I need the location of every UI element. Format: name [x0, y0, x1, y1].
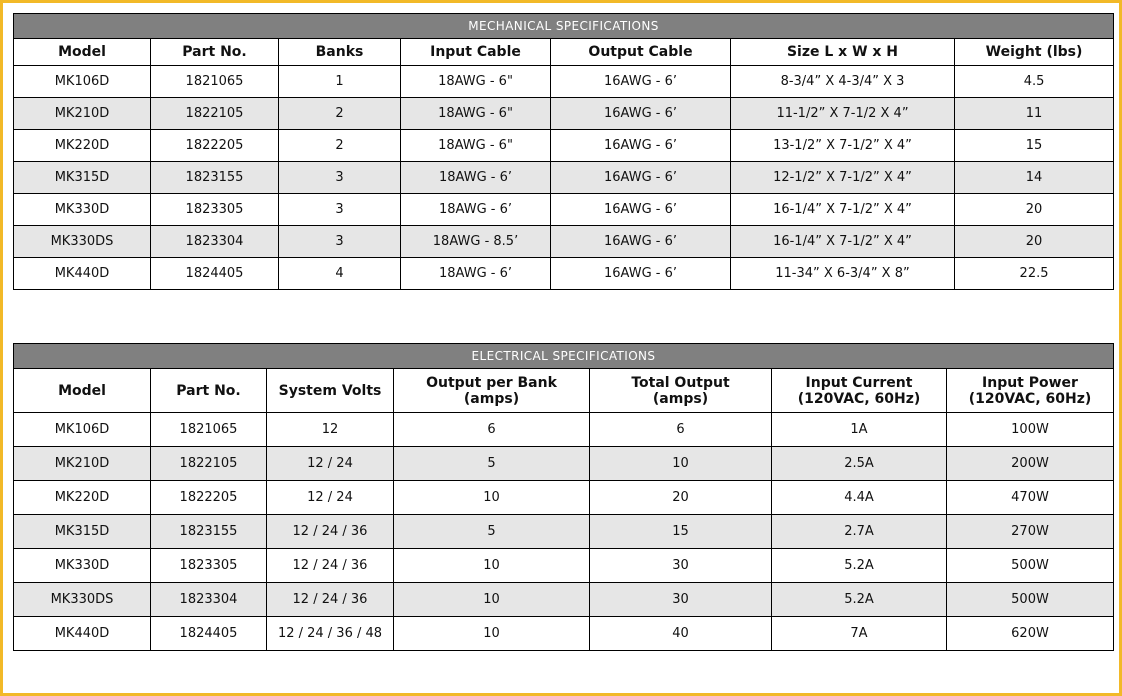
- table-cell: MK220D: [14, 130, 151, 162]
- table-cell: 200W: [947, 447, 1114, 481]
- table-cell: 16AWG - 6’: [551, 130, 731, 162]
- table-cell: 5.2A: [772, 583, 947, 617]
- table-row: [14, 515, 1114, 549]
- table-cell: 12 / 24 / 36: [267, 583, 394, 617]
- table-cell: 12: [267, 413, 394, 447]
- table-row: [14, 226, 1114, 258]
- table-cell: 15: [590, 515, 772, 549]
- table-cell: 1823305: [151, 549, 267, 583]
- table-cell: 16AWG - 6’: [551, 226, 731, 258]
- table-cell: 270W: [947, 515, 1114, 549]
- electrical-title: ELECTRICAL SPECIFICATIONS: [14, 344, 1114, 369]
- table-cell: 22.5: [955, 258, 1114, 290]
- table-cell: MK330D: [14, 194, 151, 226]
- table-cell: MK220D: [14, 481, 151, 515]
- column-header-model: [14, 369, 151, 413]
- table-cell: 16AWG - 6’: [551, 98, 731, 130]
- table-cell: 4.5: [955, 66, 1114, 98]
- table-row: [14, 130, 1114, 162]
- table-cell: 4: [279, 258, 401, 290]
- column-header-output-per-bank: [394, 369, 590, 413]
- table-cell: MK330DS: [14, 583, 151, 617]
- table-cell: 620W: [947, 617, 1114, 651]
- table-cell: 1823304: [151, 583, 267, 617]
- table-cell: 12 / 24: [267, 447, 394, 481]
- table-cell: 500W: [947, 549, 1114, 583]
- column-header-input-current: [772, 369, 947, 413]
- table-cell: 6: [590, 413, 772, 447]
- table-cell: 2.5A: [772, 447, 947, 481]
- table-cell: 1823304: [151, 226, 279, 258]
- table-cell: 1: [279, 66, 401, 98]
- table-row: [14, 413, 1114, 447]
- mechanical-header-row: [14, 39, 1114, 66]
- table-cell: 16AWG - 6’: [551, 258, 731, 290]
- header-line: (amps): [652, 390, 709, 407]
- column-header-part-no: Part No.: [151, 39, 279, 66]
- table-cell: MK210D: [14, 447, 151, 481]
- column-header-input-cable: Input Cable: [401, 39, 551, 66]
- table-row: [14, 583, 1114, 617]
- table-cell: 15: [955, 130, 1114, 162]
- table-cell: 5.2A: [772, 549, 947, 583]
- table-cell: 20: [955, 226, 1114, 258]
- table-cell: 5: [394, 447, 590, 481]
- table-cell: 5: [394, 515, 590, 549]
- table-cell: 6: [394, 413, 590, 447]
- table-cell: 18AWG - 6’: [401, 258, 551, 290]
- table-cell: 18AWG - 6’: [401, 194, 551, 226]
- table-cell: 16AWG - 6’: [551, 66, 731, 98]
- table-cell: 3: [279, 162, 401, 194]
- table-cell: 1821065: [151, 413, 267, 447]
- table-cell: 1823155: [151, 515, 267, 549]
- table-cell: 500W: [947, 583, 1114, 617]
- column-header-weight: Weight (lbs): [955, 39, 1114, 66]
- mechanical-title: MECHANICAL SPECIFICATIONS: [14, 14, 1114, 39]
- table-row: [14, 447, 1114, 481]
- table-cell: 11-34” X 6-3/4” X 8”: [731, 258, 955, 290]
- table-cell: 1A: [772, 413, 947, 447]
- column-header-output-cable: Output Cable: [551, 39, 731, 66]
- electrical-specifications-table: [13, 343, 1114, 651]
- table-cell: 16-1/4” X 7-1/2” X 4”: [731, 194, 955, 226]
- table-cell: 1824405: [151, 258, 279, 290]
- table-cell: 1821065: [151, 66, 279, 98]
- table-cell: 4.4A: [772, 481, 947, 515]
- table-cell: 3: [279, 226, 401, 258]
- table-cell: 18AWG - 6": [401, 98, 551, 130]
- table-cell: 10: [394, 549, 590, 583]
- table-cell: 11-1/2” X 7-1/2 X 4”: [731, 98, 955, 130]
- column-header-input-power: [947, 369, 1114, 413]
- table-cell: 1822205: [151, 130, 279, 162]
- table-cell: 16AWG - 6’: [551, 162, 731, 194]
- table-cell: 1822105: [151, 447, 267, 481]
- table-cell: 1824405: [151, 617, 267, 651]
- table-cell: 12 / 24 / 36: [267, 549, 394, 583]
- header-line: (120VAC, 60Hz): [968, 390, 1092, 407]
- table-cell: 20: [955, 194, 1114, 226]
- column-header-banks: Banks: [279, 39, 401, 66]
- table-cell: 18AWG - 6’: [401, 162, 551, 194]
- table-cell: 16-1/4” X 7-1/2” X 4”: [731, 226, 955, 258]
- column-header-size: Size L x W x H: [731, 39, 955, 66]
- table-cell: 3: [279, 194, 401, 226]
- table-row: [14, 66, 1114, 98]
- table-cell: 10: [590, 447, 772, 481]
- table-cell: 12 / 24: [267, 481, 394, 515]
- table-cell: 11: [955, 98, 1114, 130]
- table-cell: 13-1/2” X 7-1/2” X 4”: [731, 130, 955, 162]
- table-cell: MK210D: [14, 98, 151, 130]
- table-row: [14, 194, 1114, 226]
- table-cell: MK330D: [14, 549, 151, 583]
- table-row: [14, 98, 1114, 130]
- table-cell: 12 / 24 / 36: [267, 515, 394, 549]
- column-header-model: Model: [14, 39, 151, 66]
- header-line: Model: [58, 382, 106, 399]
- table-cell: 1823305: [151, 194, 279, 226]
- table-cell: MK315D: [14, 162, 151, 194]
- header-line: Input Current: [805, 374, 913, 391]
- table-cell: MK315D: [14, 515, 151, 549]
- table-cell: 18AWG - 6": [401, 130, 551, 162]
- table-cell: 12-1/2” X 7-1/2” X 4”: [731, 162, 955, 194]
- table-cell: 7A: [772, 617, 947, 651]
- column-header-total-output: [590, 369, 772, 413]
- table-cell: 2: [279, 98, 401, 130]
- column-header-part-no: [151, 369, 267, 413]
- table-cell: 2: [279, 130, 401, 162]
- table-cell: 30: [590, 583, 772, 617]
- table-cell: 2.7A: [772, 515, 947, 549]
- header-line: Output per Bank: [426, 374, 557, 391]
- table-cell: 30: [590, 549, 772, 583]
- table-row: [14, 258, 1114, 290]
- table-cell: MK440D: [14, 258, 151, 290]
- header-line: Total Output: [631, 374, 730, 391]
- table-cell: MK106D: [14, 413, 151, 447]
- header-line: (amps): [463, 390, 520, 407]
- table-cell: 1822105: [151, 98, 279, 130]
- table-cell: 10: [394, 583, 590, 617]
- table-cell: 470W: [947, 481, 1114, 515]
- table-cell: 16AWG - 6’: [551, 194, 731, 226]
- table-cell: 10: [394, 481, 590, 515]
- header-line: Input Power: [982, 374, 1078, 391]
- table-cell: 20: [590, 481, 772, 515]
- table-row: [14, 617, 1114, 651]
- table-cell: 1822205: [151, 481, 267, 515]
- table-row: [14, 481, 1114, 515]
- table-cell: 100W: [947, 413, 1114, 447]
- table-row: [14, 549, 1114, 583]
- electrical-header-row: [14, 369, 1114, 413]
- table-cell: MK106D: [14, 66, 151, 98]
- header-line: Part No.: [176, 382, 241, 399]
- table-cell: MK330DS: [14, 226, 151, 258]
- header-line: (120VAC, 60Hz): [797, 390, 921, 407]
- table-cell: 12 / 24 / 36 / 48: [267, 617, 394, 651]
- table-cell: 10: [394, 617, 590, 651]
- table-cell: 8-3/4” X 4-3/4” X 3: [731, 66, 955, 98]
- mechanical-specifications-table: [13, 13, 1114, 290]
- table-row: [14, 162, 1114, 194]
- table-cell: 1823155: [151, 162, 279, 194]
- table-cell: MK440D: [14, 617, 151, 651]
- table-cell: 18AWG - 8.5’: [401, 226, 551, 258]
- table-cell: 18AWG - 6": [401, 66, 551, 98]
- header-line: System Volts: [278, 382, 382, 399]
- table-cell: 14: [955, 162, 1114, 194]
- table-cell: 40: [590, 617, 772, 651]
- column-header-system-volts: [267, 369, 394, 413]
